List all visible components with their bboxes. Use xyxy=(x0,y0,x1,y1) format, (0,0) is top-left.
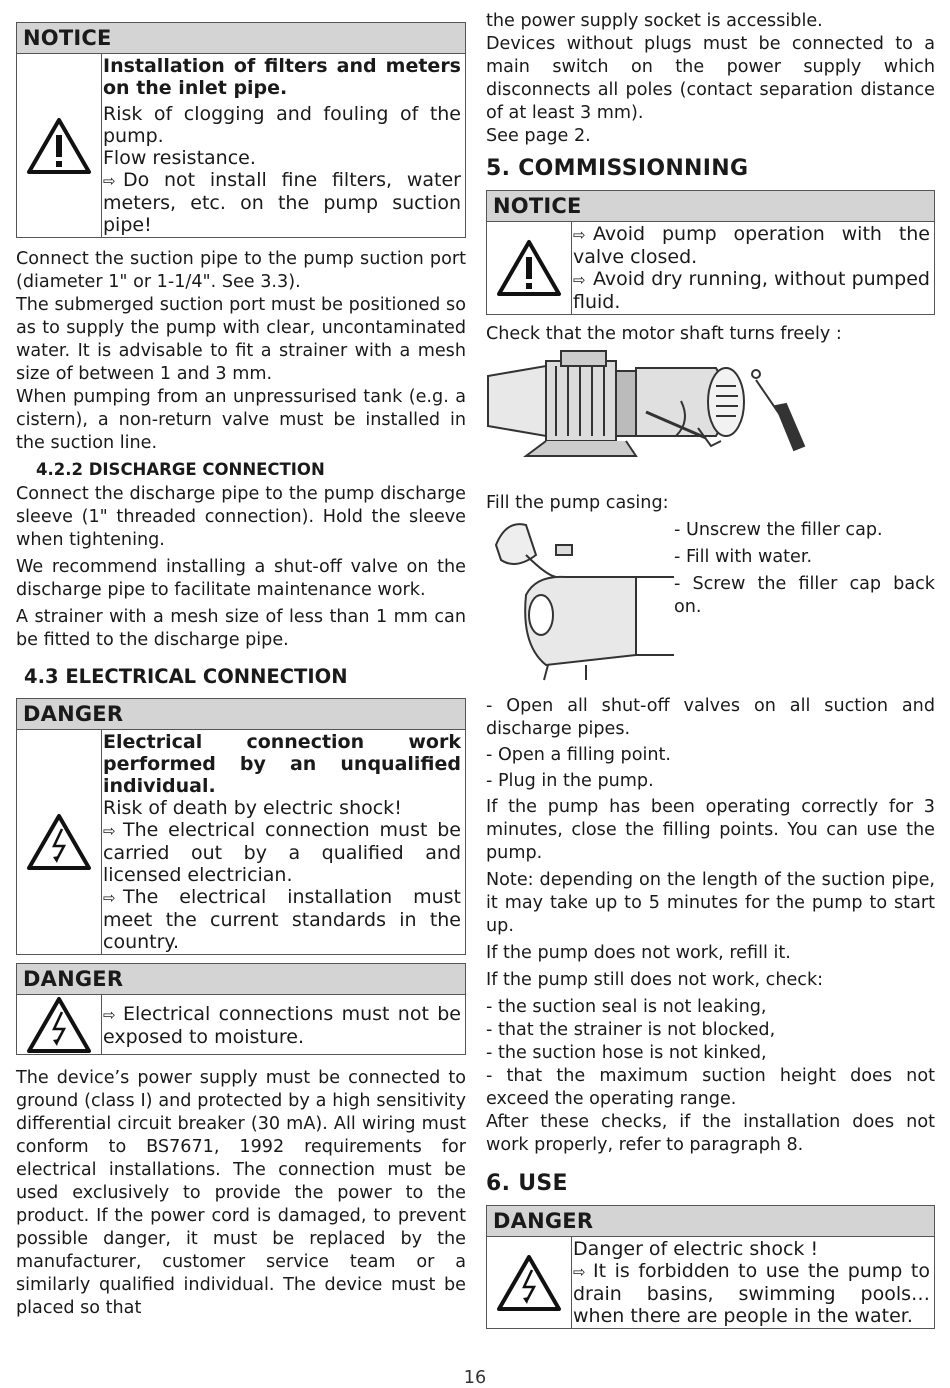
danger-risk: Risk of death by electric shock! xyxy=(103,797,402,819)
notice-action: Do not install fine filters, water meters, etc. on the pump suction pipe! xyxy=(103,169,461,236)
paragraph-strainer: A strainer with a mesh size of less than 1 mm can be fitted to the discharge pipe. xyxy=(16,607,466,650)
check-item: - that the maximum suction height does not exceed the operating range. xyxy=(486,1066,935,1109)
notice-risk: Risk of clogging and fouling of the pump. xyxy=(103,103,461,147)
right-column xyxy=(486,10,935,1329)
arrow-right-icon: ⇨ xyxy=(573,1263,586,1281)
danger-header: DANGER xyxy=(17,699,465,730)
fill-step: - Fill with water. xyxy=(674,547,813,567)
notice-box-commissioning xyxy=(486,190,935,315)
arrow-right-icon: ⇨ xyxy=(573,271,586,289)
danger-action: Electrical connections must not be exposed to moisture. xyxy=(103,1003,461,1048)
arrow-right-icon: ⇨ xyxy=(103,172,116,190)
fill-section xyxy=(486,515,935,685)
heading-4-3: 4.3 ELECTRICAL CONNECTION xyxy=(24,665,348,688)
paragraph-main-switch: Devices without plugs must be connected to a main switch on the power supply which disconnects all poles (contact separation distance of at least 3 mm). xyxy=(486,34,935,123)
arrow-right-icon: ⇨ xyxy=(103,1006,116,1024)
paragraph-refill: If the pump does not work, refill it. xyxy=(486,943,791,963)
danger-title: Electrical connection work performed by an unqualified individual. xyxy=(103,731,461,797)
electric-hazard-icon xyxy=(17,730,102,954)
commission-steps-list xyxy=(486,695,935,793)
heading-5: 5. COMMISSIONNING xyxy=(486,156,749,181)
pump-shaft-illustration xyxy=(486,346,935,486)
filler-cap-illustration xyxy=(486,515,674,685)
danger-action-2: The electrical installation must meet the current standards in the country. xyxy=(103,886,461,953)
danger-action-1: The electrical connection must be carried out by a qualified and licensed electrician. xyxy=(103,819,461,886)
notice-header: NOTICE xyxy=(487,191,934,222)
fill-step: - Screw the filler cap back on. xyxy=(674,574,935,617)
paragraph-suction-pipe: Connect the suction pipe to the pump suction port (diameter 1" or 1-1/4". See 3.3). xyxy=(16,249,466,292)
danger-risk: Danger of electric shock ! xyxy=(573,1238,819,1260)
notice-action-1: Avoid pump operation with the valve closed. xyxy=(573,223,930,268)
paragraph-check: If the pump still does not work, check: xyxy=(486,970,824,990)
fill-step: - Unscrew the filler cap. xyxy=(674,520,883,540)
warning-triangle-icon xyxy=(17,54,102,237)
heading-6: 6. USE xyxy=(486,1171,568,1196)
notice-title: Installation of filters and meters on the inlet pipe. xyxy=(103,55,461,99)
electric-hazard-icon xyxy=(17,995,102,1054)
arrow-right-icon: ⇨ xyxy=(573,226,586,244)
check-list xyxy=(486,996,935,1111)
check-item: - the suction seal is not leaking, xyxy=(486,997,767,1017)
notice-flow: Flow resistance. xyxy=(103,147,256,169)
danger-action: It is forbidden to use the pump to drain basins, swimming pools… when there are people in the water. xyxy=(573,1260,930,1327)
danger-header: DANGER xyxy=(17,964,465,995)
commission-step: - Plug in the pump. xyxy=(486,771,654,791)
paragraph-fill-casing: Fill the pump casing: xyxy=(486,493,669,513)
paragraph-note: Note: depending on the length of the suction pipe, it may take up to 5 minutes for the pump to start up. xyxy=(486,870,935,936)
notice-box-filters xyxy=(16,22,466,238)
danger-box-use xyxy=(486,1205,935,1329)
notice-action-2: Avoid dry running, without pumped fluid. xyxy=(573,268,930,313)
paragraph-power-supply: The device’s power supply must be connected to ground (class I) and protected by a high sensitivity differential circuit breaker (30 mA). All wiring must conform to BS7671, 1992 requirements for electrical installations. The connection must be used exclusively to provide the power to the product. If the power cord is damaged, to prevent possible danger, it must be replaced by the manufacturer, customer service team or a similarly qualified individual. The device must be placed so that xyxy=(16,1068,466,1318)
check-item: - the suction hose is not kinked, xyxy=(486,1043,767,1063)
paragraph-tank: When pumping from an unpressurised tank (e.g. a cistern), a non-return valve must be installed in the suction line. xyxy=(16,387,466,453)
paragraph-check-shaft: Check that the motor shaft turns freely : xyxy=(486,324,842,344)
arrow-right-icon: ⇨ xyxy=(103,822,116,840)
heading-4-2-2: 4.2.2 DISCHARGE CONNECTION xyxy=(36,460,325,479)
commission-step: - Open a filling point. xyxy=(486,745,672,765)
paragraph-socket: the power supply socket is accessible. xyxy=(486,11,823,31)
danger-box-electrical xyxy=(16,698,466,955)
warning-triangle-icon xyxy=(487,222,572,314)
paragraph-operating: If the pump has been operating correctly for 3 minutes, close the filling points. You can use the pump. xyxy=(486,797,935,863)
check-item: - that the strainer is not blocked, xyxy=(486,1020,776,1040)
paragraph-suction-port: The submerged suction port must be positioned so as to supply the pump with clear, uncontaminated water. It is advisable to fit a strainer with a mesh size of between 1 and 3 mm. xyxy=(16,295,466,384)
paragraph-see-page: See page 2. xyxy=(486,126,591,146)
fill-steps-list xyxy=(674,515,935,685)
commission-step: - Open all shut-off valves on all suction and discharge pipes. xyxy=(486,696,935,739)
arrow-right-icon: ⇨ xyxy=(103,889,116,907)
notice-header: NOTICE xyxy=(17,23,465,54)
electric-hazard-icon xyxy=(487,1237,572,1328)
paragraph-after-checks: After these checks, if the installation does not work properly, refer to paragraph 8. xyxy=(486,1112,935,1155)
page-number: 16 xyxy=(463,1368,487,1388)
paragraph-shutoff-valve: We recommend installing a shut-off valve on the discharge pipe to facilitate maintenance work. xyxy=(16,557,466,600)
danger-box-moisture xyxy=(16,963,466,1055)
danger-header: DANGER xyxy=(487,1206,934,1237)
paragraph-discharge-pipe: Connect the discharge pipe to the pump discharge sleeve (1" threaded connection). Hold the sleeve when tightening. xyxy=(16,484,466,550)
left-column xyxy=(16,10,466,1320)
